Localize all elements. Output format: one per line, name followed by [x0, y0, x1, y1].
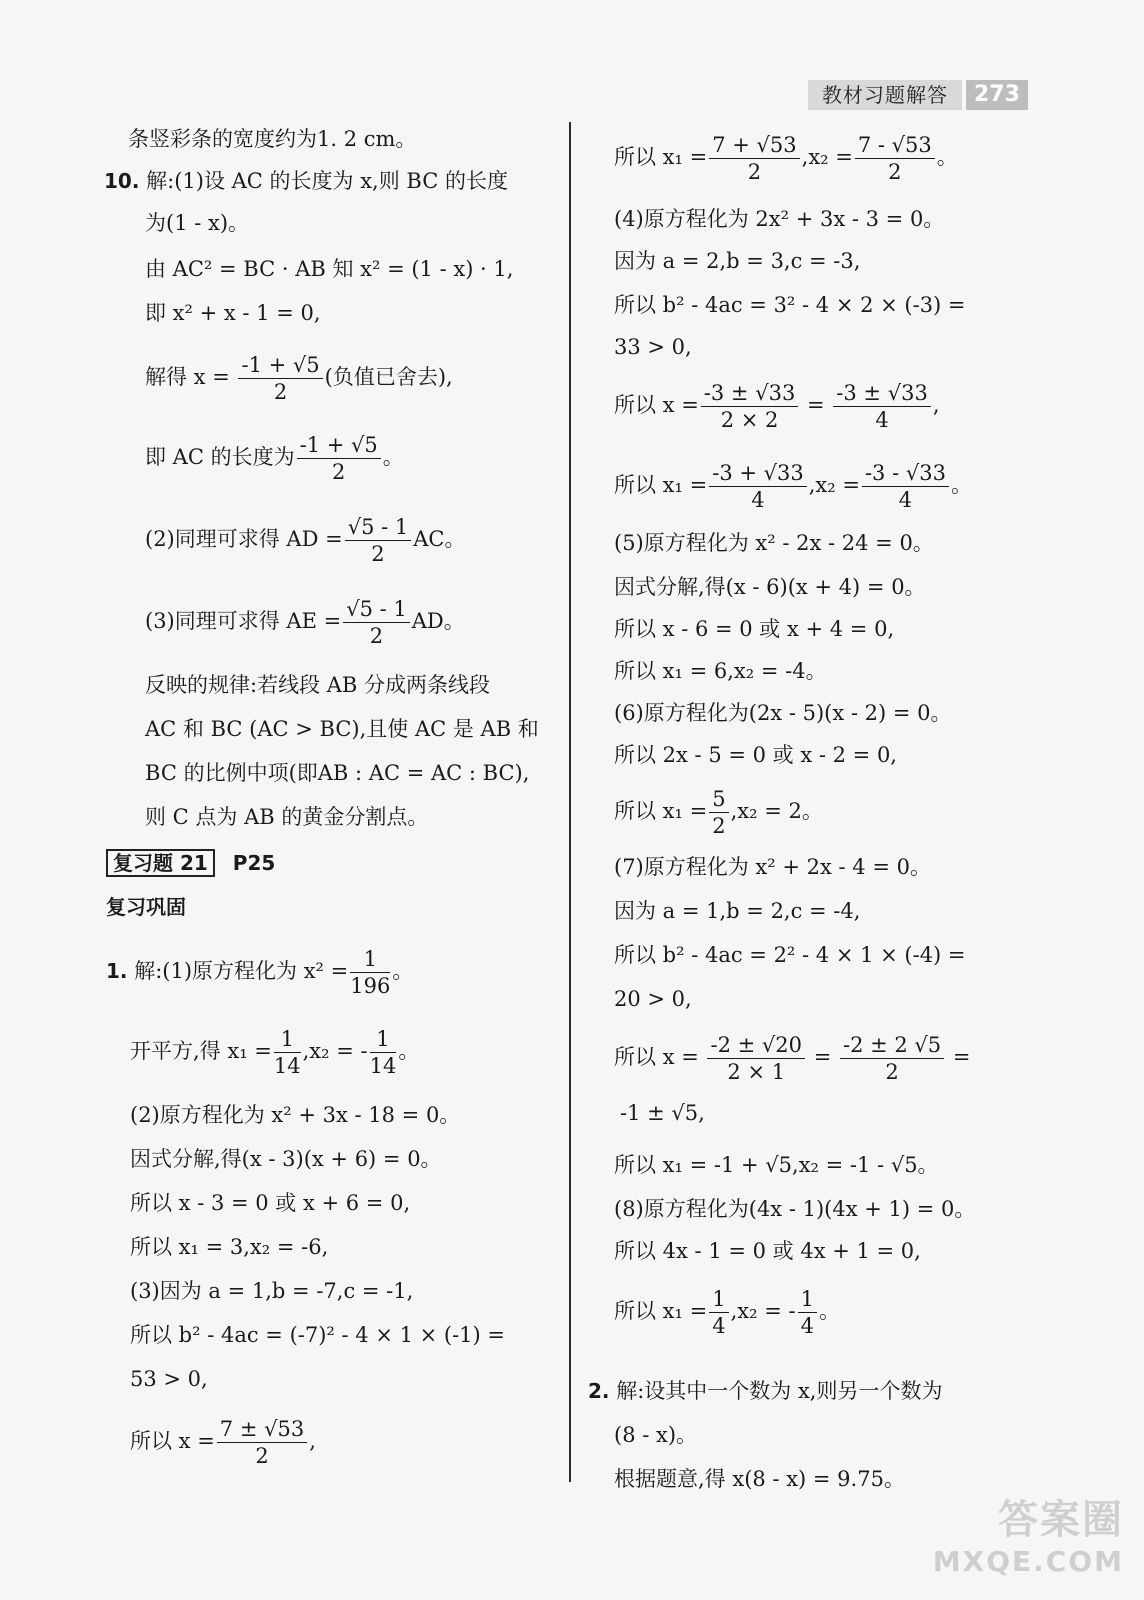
text-line: 53 > 0, — [130, 1367, 208, 1391]
denominator: 2 — [273, 380, 288, 404]
fraction — [855, 132, 935, 185]
fraction — [840, 1032, 944, 1085]
numerator: -3 ± √33 — [833, 380, 931, 407]
text-line: 所以 x₁ = -1 + √5,x₂ = -1 - √5。 — [614, 1153, 939, 1177]
text: (2)同理可求得 AD = — [145, 527, 343, 551]
text: 即 AC 的长度为 — [145, 445, 295, 469]
text: 。 — [950, 473, 972, 497]
numerator: -2 ± √20 — [707, 1032, 805, 1059]
text-line: 则 C 点为 AB 的黄金分割点。 — [145, 805, 429, 829]
fraction — [709, 460, 807, 513]
fraction — [297, 432, 381, 485]
text-line: 因为 a = 1,b = 2,c = -4, — [614, 899, 861, 923]
text: 所以 x = — [130, 1429, 215, 1453]
denominator: 2 — [331, 460, 346, 484]
numerator: 1 — [798, 1286, 817, 1313]
denominator: 4 — [751, 488, 765, 512]
text: ,x₂ = - — [302, 1039, 368, 1063]
text: (3)同理可求得 AE = — [145, 609, 342, 633]
denominator: 2 — [885, 1060, 899, 1084]
text-line: 因式分解,得(x - 6)(x + 4) = 0。 — [614, 575, 926, 599]
text-line: 因式分解,得(x - 3)(x + 6) = 0。 — [130, 1147, 442, 1171]
numerator: -3 ± √33 — [701, 380, 799, 407]
text: 所以 x₁ = — [614, 1299, 708, 1323]
denominator: 2 — [371, 542, 385, 566]
section-heading — [106, 848, 275, 878]
formula-line — [145, 352, 453, 405]
fraction — [709, 132, 799, 185]
text-line: (5)原方程化为 x² - 2x - 24 = 0。 — [614, 531, 934, 555]
numerator: 1 — [709, 1286, 728, 1313]
page-header — [808, 80, 1028, 110]
text: 解:(1)设 AC 的长度为 x,则 BC 的长度 — [146, 169, 508, 193]
section-title: 复习题 21 — [106, 849, 215, 877]
numerator: 1 — [274, 1026, 301, 1053]
text-line: 即 x² + x - 1 = 0, — [145, 301, 321, 325]
text-line: 所以 2x - 5 = 0 或 x - 2 = 0, — [614, 743, 897, 767]
fraction — [370, 1026, 397, 1079]
fraction — [862, 460, 949, 513]
text: 解:(1)原方程化为 x² = — [134, 959, 349, 983]
text: 。 — [936, 145, 958, 169]
column-divider — [569, 122, 571, 1482]
denominator: 4 — [875, 408, 889, 432]
text-line: 由 AC² = BC · AB 知 x² = (1 - x) · 1, — [145, 257, 514, 281]
text-line: (3)因为 a = 1,b = -7,c = -1, — [130, 1279, 414, 1303]
formula-line — [614, 380, 940, 433]
text-line: 为(1 - x)。 — [145, 211, 250, 235]
text: 开平方,得 x₁ = — [130, 1039, 272, 1063]
text-line: 所以 b² - 4ac = 2² - 4 × 1 × (-4) = — [614, 943, 966, 967]
text: ,x₂ = - — [730, 1299, 796, 1323]
denominator: 2 — [255, 1444, 269, 1468]
denominator: 4 — [800, 1314, 814, 1338]
text: 所以 x₁ = — [614, 145, 708, 169]
text: 所以 x = — [614, 1045, 699, 1069]
text-line: 所以 b² - 4ac = (-7)² - 4 × 1 × (-1) = — [130, 1323, 506, 1347]
watermark-url: MXQE.COM — [932, 1545, 1124, 1578]
text-line: 因为 a = 2,b = 3,c = -3, — [614, 249, 861, 273]
numerator: √5 - 1 — [345, 514, 412, 541]
text: AD。 — [411, 609, 465, 633]
text: 。 — [818, 1299, 840, 1323]
denominator: 4 — [898, 488, 913, 512]
formula-line — [106, 946, 413, 999]
text-line: -1 ± √5, — [620, 1101, 705, 1125]
numerator: -3 - √33 — [862, 460, 949, 487]
text: 。 — [398, 1039, 420, 1063]
fraction — [707, 1032, 805, 1085]
text: = — [813, 1045, 832, 1069]
fraction — [274, 1026, 301, 1079]
text-line: (4)原方程化为 2x² + 3x - 3 = 0。 — [614, 207, 945, 231]
fraction — [833, 380, 931, 433]
fraction — [345, 514, 412, 567]
text-line: 所以 x - 6 = 0 或 x + 4 = 0, — [614, 617, 895, 641]
text-line: (8 - x)。 — [614, 1423, 698, 1447]
text-line: 根据题意,得 x(8 - x) = 9.75。 — [614, 1467, 905, 1491]
fraction — [709, 786, 728, 839]
text-line: (8)原方程化为(4x - 1)(4x + 1) = 0。 — [614, 1197, 976, 1221]
text-line: 所以 b² - 4ac = 3² - 4 × 2 × (-3) = — [614, 293, 966, 317]
text-line: 反映的规律:若线段 AB 分成两条线段 — [145, 673, 491, 697]
text-line: 33 > 0, — [614, 335, 692, 359]
text-line: 所以 x₁ = 6,x₂ = -4。 — [614, 659, 827, 683]
formula-line — [614, 460, 972, 513]
problem-10-line — [104, 166, 508, 196]
numerator: 1 — [350, 946, 390, 973]
numerator: -1 + √5 — [238, 352, 322, 379]
numerator: 7 + √53 — [709, 132, 799, 159]
text: , — [309, 1429, 316, 1453]
text: , — [932, 393, 940, 417]
text: 。 — [392, 959, 414, 983]
formula-line — [145, 514, 466, 567]
fraction — [709, 1286, 728, 1339]
formula-line — [145, 596, 465, 649]
page-number: 273 — [966, 80, 1028, 110]
text: (负值已舍去), — [324, 365, 453, 389]
fraction — [343, 596, 410, 649]
text: = — [807, 393, 825, 417]
problem-number: 10. — [104, 169, 140, 193]
watermark-logo — [933, 1488, 1124, 1578]
text: 解:设其中一个数为 x,则另一个数为 — [616, 1379, 943, 1403]
denominator: 2 — [747, 160, 762, 184]
denominator: 14 — [369, 1054, 397, 1078]
fraction — [350, 946, 390, 999]
fraction — [798, 1286, 817, 1339]
fraction — [217, 1416, 307, 1469]
formula-line — [614, 1032, 970, 1085]
denominator: 4 — [712, 1314, 726, 1338]
text: 所以 x₁ = — [614, 473, 708, 497]
numerator: 1 — [370, 1026, 397, 1053]
section-page-ref: P25 — [232, 851, 276, 875]
numerator: √5 - 1 — [343, 596, 410, 623]
text-line: BC 的比例中项(即AB : AC = AC : BC), — [145, 761, 530, 785]
text: ,x₂ = — [808, 473, 860, 497]
problem-number: 2. — [588, 1379, 610, 1403]
text: 所以 x₁ = — [614, 799, 708, 823]
text-line: 所以 4x - 1 = 0 或 4x + 1 = 0, — [614, 1239, 921, 1263]
text: 解得 x = — [145, 365, 230, 389]
problem-number: 1. — [106, 959, 128, 983]
fraction — [701, 380, 799, 433]
denominator: 2 × 2 — [720, 408, 779, 432]
section-subtitle: 复习巩固 — [106, 895, 186, 919]
text: ,x₂ = 2。 — [730, 799, 823, 823]
formula-line — [130, 1416, 316, 1469]
text: 所以 x = — [614, 393, 699, 417]
header-title: 教材习题解答 — [808, 80, 962, 110]
formula-line — [614, 786, 823, 839]
numerator: -1 + √5 — [297, 432, 381, 459]
text-line: 所以 x₁ = 3,x₂ = -6, — [130, 1235, 329, 1259]
problem-2-line — [588, 1376, 942, 1406]
formula-line — [145, 432, 404, 485]
denominator: 2 — [712, 814, 726, 838]
text: = — [952, 1045, 971, 1069]
formula-line — [614, 1286, 840, 1339]
text-line: 所以 x - 3 = 0 或 x + 6 = 0, — [130, 1191, 411, 1215]
denominator: 2 × 1 — [727, 1060, 786, 1084]
fraction — [238, 352, 322, 405]
formula-line — [614, 132, 958, 185]
watermark-text: 答案圈 — [998, 1497, 1124, 1543]
text: AC。 — [413, 527, 466, 551]
denominator: 196 — [350, 974, 391, 998]
denominator: 2 — [369, 624, 384, 648]
numerator: 7 - √53 — [855, 132, 935, 159]
denominator: 14 — [273, 1054, 301, 1078]
text: 。 — [382, 445, 404, 469]
numerator: 5 — [709, 786, 728, 813]
text: ,x₂ = — [801, 145, 853, 169]
text-line: (2)原方程化为 x² + 3x - 18 = 0。 — [130, 1103, 461, 1127]
text-line: (6)原方程化为(2x - 5)(x - 2) = 0。 — [614, 701, 952, 725]
numerator: -2 ± 2 √5 — [840, 1032, 944, 1059]
denominator: 2 — [888, 160, 902, 184]
text-line: (7)原方程化为 x² + 2x - 4 = 0。 — [614, 855, 931, 879]
numerator: 7 ± √53 — [217, 1416, 307, 1443]
numerator: -3 + √33 — [709, 460, 807, 487]
text-line: 20 > 0, — [614, 987, 692, 1011]
text-line: 条竖彩条的宽度约为1. 2 cm。 — [128, 127, 417, 151]
formula-line — [130, 1026, 419, 1079]
text-line: AC 和 BC (AC > BC),且使 AC 是 AB 和 — [145, 717, 539, 741]
